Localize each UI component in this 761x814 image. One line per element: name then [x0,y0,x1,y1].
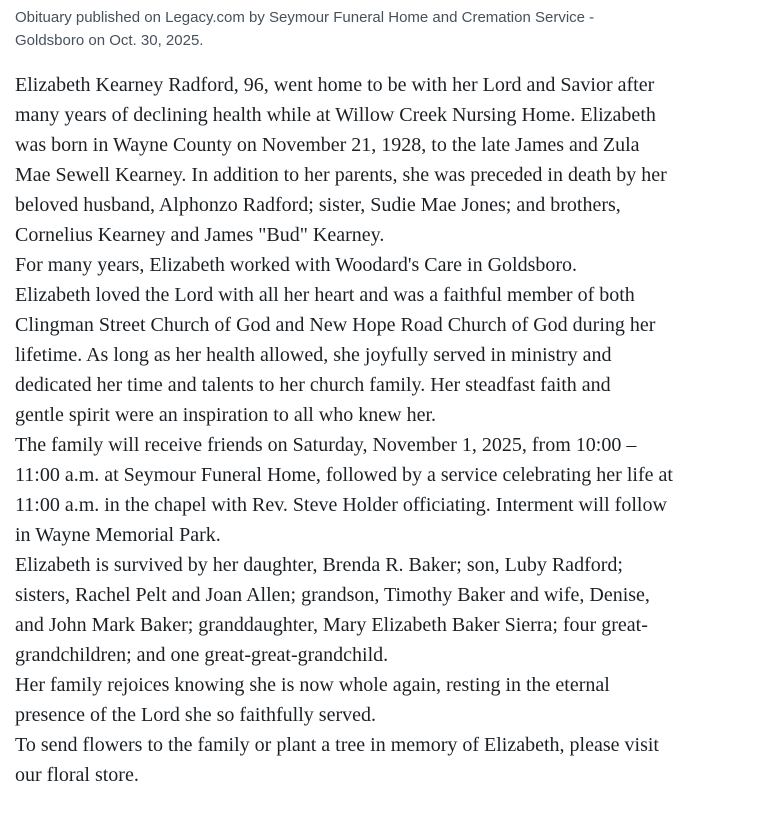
text-line: and John Mark Baker; granddaughter, Mary Elizabeth Baker Sierra; four great- [15,614,648,636]
text-line: 11:00 a.m. in the chapel with Rev. Steve Holder officiating. Interment will follow [15,494,667,516]
text-line: in Wayne Memorial Park. [15,524,221,546]
text-line: grandchildren; and one great-great-grandchild. [15,644,389,666]
text-line: Cornelius Kearney and James "Bud" Kearney. [15,224,385,246]
text-line: was born in Wayne County on November 21, 1928, to the late James and Zula [15,134,640,156]
text-line: Elizabeth loved the Lord with all her heart and was a faithful member of both [15,284,635,306]
text-line: Elizabeth is survived by her daughter, Brenda R. Baker; son, Luby Radford; [15,554,623,576]
text-line: our floral store. [15,764,139,786]
paragraph [15,550,747,670]
text-line: 11:00 a.m. at Seymour Funeral Home, followed by a service celebrating her life at [15,464,673,486]
paragraph [15,670,747,730]
paragraph [15,730,747,790]
text-line: sisters, Rachel Pelt and Joan Allen; grandson, Timothy Baker and wife, Denise, [15,584,650,606]
publication-note [15,6,747,52]
text-line: The family will receive friends on Saturday, November 1, 2025, from 10:00 – [15,434,637,456]
text-line: many years of declining health while at Willow Creek Nursing Home. Elizabeth [15,104,656,126]
text-line: Her family rejoices knowing she is now whole again, resting in the eternal [15,674,610,696]
text-line: presence of the Lord she so faithfully served. [15,704,376,726]
text-line: dedicated her time and talents to her church family. Her steadfast faith and [15,374,611,396]
text-line: To send flowers to the family or plant a tree in memory of Elizabeth, please visit [15,734,659,756]
paragraph [15,70,747,250]
text-line: Elizabeth Kearney Radford, 96, went home to be with her Lord and Savior after [15,74,655,96]
paragraph [15,280,747,430]
text-line: Clingman Street Church of God and New Hope Road Church of God during her [15,314,656,336]
text-line: beloved husband, Alphonzo Radford; sister, Sudie Mae Jones; and brothers, [15,194,621,216]
text-line: Mae Sewell Kearney. In addition to her parents, she was preceded in death by her [15,164,667,186]
publication-note-line: Obituary published on Legacy.com by Seymour Funeral Home and Cremation Service - [15,9,595,26]
paragraph [15,430,747,550]
publication-note-line: Goldsboro on Oct. 30, 2025. [15,32,204,49]
obituary-text [15,70,747,790]
text-line: lifetime. As long as her health allowed, she joyfully served in ministry and [15,344,612,366]
text-line: gentle spirit were an inspiration to all who knew her. [15,404,437,426]
text-line: For many years, Elizabeth worked with Woodard's Care in Goldsboro. [15,254,578,276]
paragraph [15,250,747,280]
